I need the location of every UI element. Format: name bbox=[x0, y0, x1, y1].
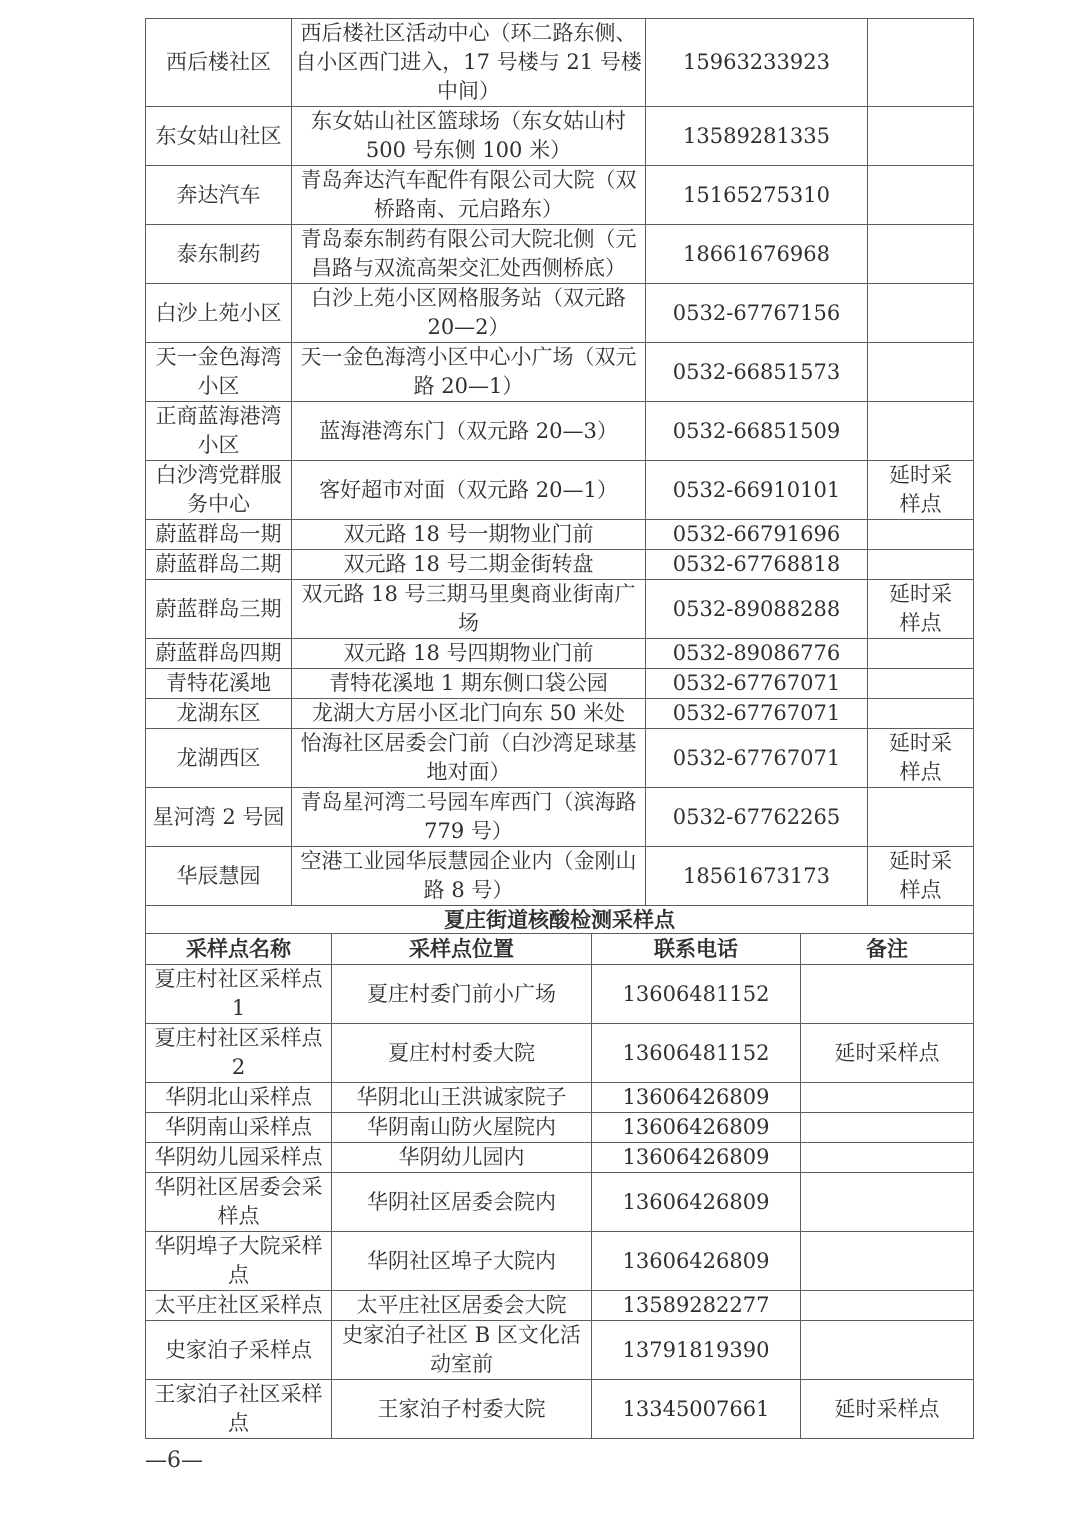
site-location-cell: 华阴社区居委会院内 bbox=[332, 1173, 592, 1232]
site-phone-cell: 15165275310 bbox=[646, 166, 868, 225]
site-location-cell: 怡海社区居委会门前（白沙湾足球基地对面） bbox=[292, 729, 646, 788]
site-phone-cell: 13589281335 bbox=[646, 107, 868, 166]
site-location-cell: 王家泊子村委大院 bbox=[332, 1380, 592, 1439]
site-note-cell: 延时采样点 bbox=[801, 1380, 974, 1439]
site-location-cell: 西后楼社区活动中心（环二路东侧、自小区西门进入，17 号楼与 21 号楼中间） bbox=[292, 19, 646, 107]
site-phone-cell: 18561673173 bbox=[646, 847, 868, 906]
site-note-cell bbox=[801, 1232, 974, 1291]
table-row bbox=[146, 729, 974, 788]
table-row bbox=[146, 1232, 974, 1291]
site-phone-cell: 0532-66791696 bbox=[646, 520, 868, 550]
site-name-cell: 西后楼社区 bbox=[146, 19, 292, 107]
site-note-cell bbox=[868, 107, 974, 166]
table-row bbox=[146, 550, 974, 580]
table-row bbox=[146, 1380, 974, 1439]
site-phone-cell: 13606426809 bbox=[592, 1143, 801, 1173]
site-location-cell: 龙湖大方居小区北门向东 50 米处 bbox=[292, 699, 646, 729]
site-phone-cell: 13791819390 bbox=[592, 1321, 801, 1380]
column-header-site-location: 采样点位置 bbox=[332, 934, 592, 965]
table-row bbox=[146, 699, 974, 729]
site-location-cell: 天一金色海湾小区中心小广场（双元路 20—1） bbox=[292, 343, 646, 402]
site-location-cell: 华阴幼儿园内 bbox=[332, 1143, 592, 1173]
site-location-cell: 太平庄社区居委会大院 bbox=[332, 1291, 592, 1321]
table-row bbox=[146, 166, 974, 225]
site-note-cell bbox=[868, 550, 974, 580]
site-note-cell bbox=[801, 1083, 974, 1113]
site-phone-cell: 0532-67767156 bbox=[646, 284, 868, 343]
site-location-cell: 双元路 18 号四期物业门前 bbox=[292, 639, 646, 669]
site-phone-cell: 0532-67767071 bbox=[646, 669, 868, 699]
site-name-cell: 天一金色海湾小区 bbox=[146, 343, 292, 402]
site-location-cell: 白沙上苑小区网格服务站（双元路 20—2） bbox=[292, 284, 646, 343]
site-note-cell bbox=[868, 284, 974, 343]
site-note-cell: 延时采样点 bbox=[868, 729, 974, 788]
site-phone-cell: 0532-89088288 bbox=[646, 580, 868, 639]
site-note-cell bbox=[801, 1321, 974, 1380]
table-row bbox=[146, 1083, 974, 1113]
page-number: —6— bbox=[145, 1448, 203, 1473]
site-name-cell: 青特花溪地 bbox=[146, 669, 292, 699]
xiazhuang-table-body bbox=[146, 906, 974, 1439]
site-note-cell bbox=[801, 1173, 974, 1232]
table-row bbox=[146, 788, 974, 847]
site-name-cell: 奔达汽车 bbox=[146, 166, 292, 225]
xiazhuang-street-table bbox=[145, 905, 974, 1439]
site-note-cell: 延时采样点 bbox=[868, 580, 974, 639]
site-location-cell: 华阴北山王洪诚家院子 bbox=[332, 1083, 592, 1113]
site-location-cell: 夏庄村村委大院 bbox=[332, 1024, 592, 1083]
site-name-cell: 华阴社区居委会采样点 bbox=[146, 1173, 332, 1232]
site-note-cell bbox=[868, 520, 974, 550]
table-row bbox=[146, 1173, 974, 1232]
table-row bbox=[146, 669, 974, 699]
site-note-cell bbox=[868, 225, 974, 284]
site-name-cell: 华阴北山采样点 bbox=[146, 1083, 332, 1113]
site-location-cell: 青特花溪地 1 期东侧口袋公园 bbox=[292, 669, 646, 699]
header-row bbox=[146, 934, 974, 965]
site-note-cell bbox=[868, 343, 974, 402]
table-row bbox=[146, 461, 974, 520]
site-name-cell: 正商蓝海港湾小区 bbox=[146, 402, 292, 461]
table-row bbox=[146, 580, 974, 639]
site-note-cell: 延时采样点 bbox=[868, 461, 974, 520]
site-note-cell bbox=[868, 788, 974, 847]
table-row bbox=[146, 1143, 974, 1173]
section-title: 夏庄街道核酸检测采样点 bbox=[146, 906, 974, 934]
site-location-cell: 双元路 18 号三期马里奥商业街南广场 bbox=[292, 580, 646, 639]
site-location-cell: 青岛泰东制药有限公司大院北侧（元昌路与双流高架交汇处西侧桥底） bbox=[292, 225, 646, 284]
section-title-row bbox=[146, 906, 974, 934]
site-phone-cell: 0532-89086776 bbox=[646, 639, 868, 669]
table-row bbox=[146, 1024, 974, 1083]
column-header-note: 备注 bbox=[801, 934, 974, 965]
page-content bbox=[145, 18, 973, 1473]
table-row bbox=[146, 343, 974, 402]
site-location-cell: 空港工业园华辰慧园企业内（金刚山路 8 号） bbox=[292, 847, 646, 906]
site-phone-cell: 13589282277 bbox=[592, 1291, 801, 1321]
site-name-cell: 泰东制药 bbox=[146, 225, 292, 284]
site-phone-cell: 13606426809 bbox=[592, 1232, 801, 1291]
table-row bbox=[146, 1291, 974, 1321]
site-name-cell: 华阴埠子大院采样点 bbox=[146, 1232, 332, 1291]
site-phone-cell: 13606481152 bbox=[592, 1024, 801, 1083]
site-note-cell bbox=[801, 1291, 974, 1321]
site-note-cell bbox=[801, 1143, 974, 1173]
site-location-cell: 史家泊子社区 B 区文化活动室前 bbox=[332, 1321, 592, 1380]
site-note-cell bbox=[868, 166, 974, 225]
site-name-cell: 龙湖东区 bbox=[146, 699, 292, 729]
site-name-cell: 蔚蓝群岛二期 bbox=[146, 550, 292, 580]
site-note-cell bbox=[868, 639, 974, 669]
table-row bbox=[146, 225, 974, 284]
site-name-cell: 白沙湾党群服务中心 bbox=[146, 461, 292, 520]
site-location-cell: 夏庄村委门前小广场 bbox=[332, 965, 592, 1024]
column-header-site-name: 采样点名称 bbox=[146, 934, 332, 965]
site-location-cell: 青岛星河湾二号园车库西门（滨海路 779 号） bbox=[292, 788, 646, 847]
site-note-cell bbox=[801, 965, 974, 1024]
table-row bbox=[146, 639, 974, 669]
sampling-sites-continuation-table bbox=[145, 18, 974, 906]
site-name-cell: 蔚蓝群岛四期 bbox=[146, 639, 292, 669]
site-phone-cell: 0532-67762265 bbox=[646, 788, 868, 847]
site-note-cell bbox=[868, 699, 974, 729]
site-note-cell bbox=[801, 1113, 974, 1143]
site-location-cell: 华阴南山防火屋院内 bbox=[332, 1113, 592, 1143]
site-phone-cell: 0532-66851509 bbox=[646, 402, 868, 461]
site-location-cell: 华阴社区埠子大院内 bbox=[332, 1232, 592, 1291]
site-location-cell: 双元路 18 号一期物业门前 bbox=[292, 520, 646, 550]
site-name-cell: 夏庄村社区采样点 2 bbox=[146, 1024, 332, 1083]
continuation-table-body bbox=[146, 19, 974, 906]
site-location-cell: 客好超市对面（双元路 20—1） bbox=[292, 461, 646, 520]
site-phone-cell: 0532-66910101 bbox=[646, 461, 868, 520]
table-row bbox=[146, 965, 974, 1024]
site-phone-cell: 13606481152 bbox=[592, 965, 801, 1024]
column-header-phone: 联系电话 bbox=[592, 934, 801, 965]
table-row bbox=[146, 1113, 974, 1143]
site-name-cell: 星河湾 2 号园 bbox=[146, 788, 292, 847]
table-row bbox=[146, 520, 974, 550]
site-phone-cell: 13606426809 bbox=[592, 1173, 801, 1232]
site-name-cell: 华辰慧园 bbox=[146, 847, 292, 906]
site-phone-cell: 15963233923 bbox=[646, 19, 868, 107]
site-note-cell: 延时采样点 bbox=[801, 1024, 974, 1083]
site-phone-cell: 18661676968 bbox=[646, 225, 868, 284]
site-phone-cell: 0532-67767071 bbox=[646, 699, 868, 729]
site-phone-cell: 13345007661 bbox=[592, 1380, 801, 1439]
site-location-cell: 东女姑山社区篮球场（东女姑山村 500 号东侧 100 米） bbox=[292, 107, 646, 166]
site-phone-cell: 0532-67768818 bbox=[646, 550, 868, 580]
table-row bbox=[146, 107, 974, 166]
table-row bbox=[146, 284, 974, 343]
site-name-cell: 史家泊子采样点 bbox=[146, 1321, 332, 1380]
site-phone-cell: 13606426809 bbox=[592, 1083, 801, 1113]
site-location-cell: 青岛奔达汽车配件有限公司大院（双桥路南、元启路东） bbox=[292, 166, 646, 225]
site-name-cell: 夏庄村社区采样点 1 bbox=[146, 965, 332, 1024]
site-phone-cell: 0532-67767071 bbox=[646, 729, 868, 788]
table-row bbox=[146, 1321, 974, 1380]
site-note-cell bbox=[868, 19, 974, 107]
table-row bbox=[146, 847, 974, 906]
site-name-cell: 华阴幼儿园采样点 bbox=[146, 1143, 332, 1173]
site-phone-cell: 13606426809 bbox=[592, 1113, 801, 1143]
site-name-cell: 王家泊子社区采样点 bbox=[146, 1380, 332, 1439]
site-note-cell: 延时采样点 bbox=[868, 847, 974, 906]
site-name-cell: 华阴南山采样点 bbox=[146, 1113, 332, 1143]
site-note-cell bbox=[868, 402, 974, 461]
table-row bbox=[146, 19, 974, 107]
site-name-cell: 龙湖西区 bbox=[146, 729, 292, 788]
site-note-cell bbox=[868, 669, 974, 699]
site-name-cell: 白沙上苑小区 bbox=[146, 284, 292, 343]
site-name-cell: 蔚蓝群岛三期 bbox=[146, 580, 292, 639]
site-location-cell: 蓝海港湾东门（双元路 20—3） bbox=[292, 402, 646, 461]
site-name-cell: 太平庄社区采样点 bbox=[146, 1291, 332, 1321]
site-phone-cell: 0532-66851573 bbox=[646, 343, 868, 402]
site-location-cell: 双元路 18 号二期金街转盘 bbox=[292, 550, 646, 580]
site-name-cell: 蔚蓝群岛一期 bbox=[146, 520, 292, 550]
site-name-cell: 东女姑山社区 bbox=[146, 107, 292, 166]
table-row bbox=[146, 402, 974, 461]
